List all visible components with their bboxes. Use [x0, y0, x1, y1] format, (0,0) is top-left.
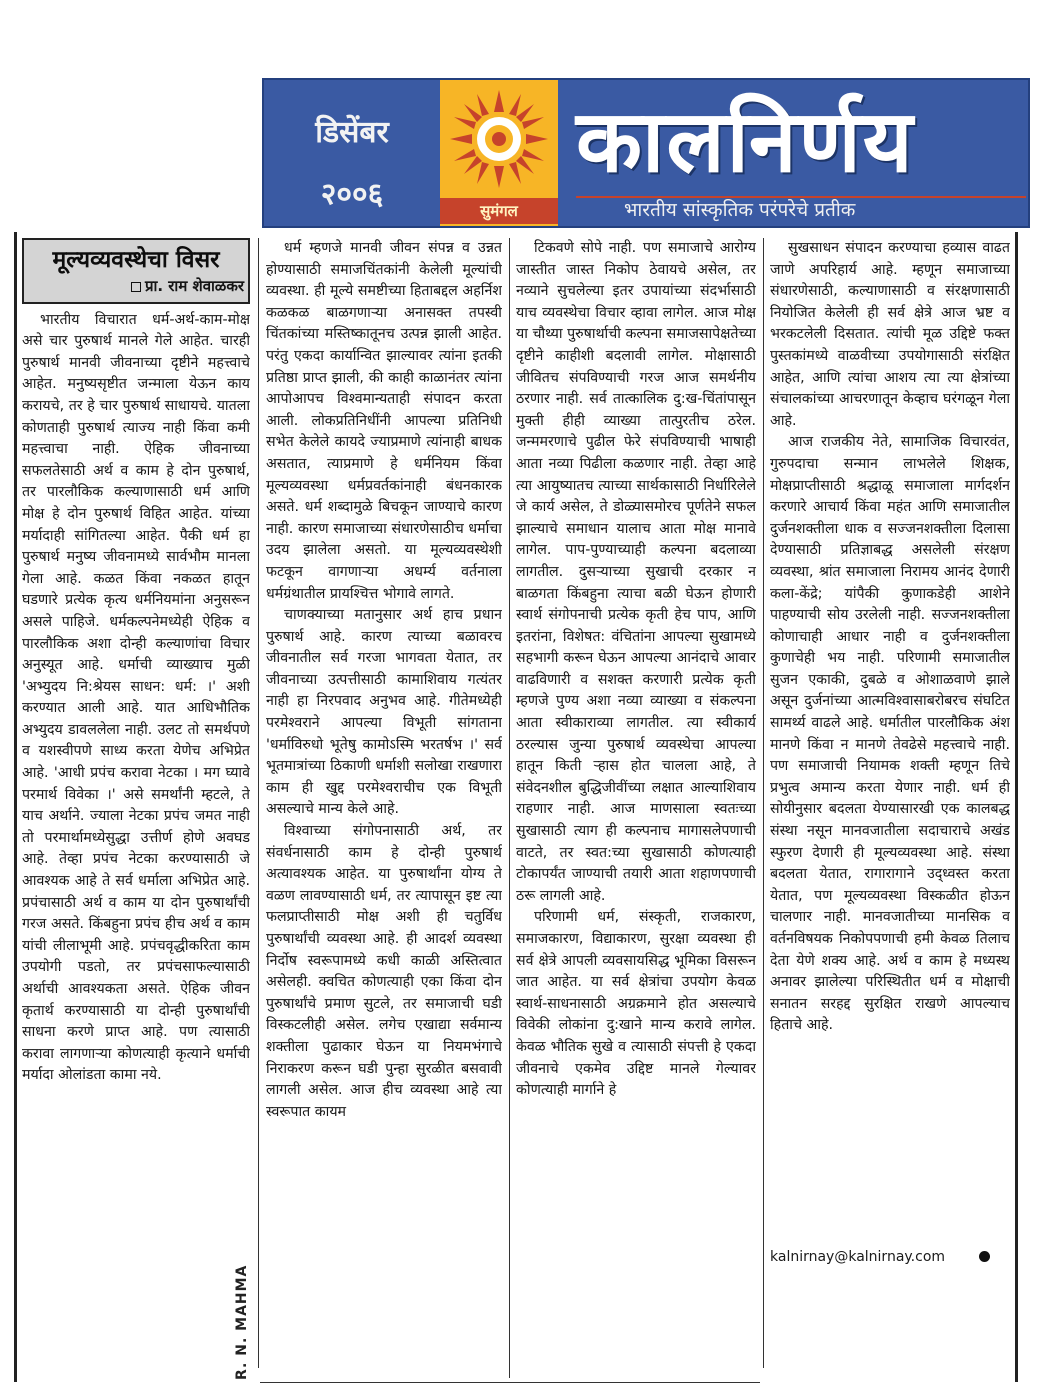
sun-emblem-icon [444, 84, 554, 194]
bottom-rule [260, 1382, 760, 1383]
contact-email-row [770, 1246, 1010, 1268]
article-column-3 [516, 238, 756, 1378]
paragraph: विश्वाच्या संगोपनासाठी अर्थ, तर संवर्धनासाठी काम हे दोन्ही पुरुषार्थ अत्यावश्यक आहेत. या पुरुषार्थांना योग्य ते वळण लावण्यासाठी धर्म, तर त्यापासून इष्ट त्या फलप्राप्तीसाठी मोक्ष अशी ही चतुर्विध पुरुषार्थांची व्यवस्था आहे. ही आदर्श व्यवस्था निर्दोष स्वरूपामध्ये कधी काळी अस्तित्वात असेलही. क्वचित कोणत्याही एका किंवा दोन पुरुषार्थांचे प्रमाण सुटले, तर समाजाची घडी विस्कटलीही असेल. लगेच एखाद्या सर्वमान्य शक्तीला पुढाकार घेऊन या नियमभंगाचे निराकरण करून घडी पुन्हा सुरळीत बसवावी लागली असेल. आज हीच व्यवस्था आहे त्या स्वरूपात कायम [266, 823, 502, 1120]
article-headline: मूल्यव्यवस्थेचा विसर [52, 247, 220, 273]
square-bullet-icon [131, 282, 141, 292]
masthead-date [264, 80, 440, 226]
column-rule [258, 238, 259, 1368]
paragraph: आज राजकीय नेते, सामाजिक विचारवंत, गुरुपदाचा सन्मान लाभलेले शिक्षक, मोक्षप्राप्तीसाठी श्रद्धाळू समाजाला मार्गदर्शन करणारे आचार्य किंवा महंत आणि समाजातील दुर्जनशक्तीला धाक व सज्जनशक्तीला दिलासा देण्यासाठी प्रतिज्ञाबद्ध असलेली संरक्षण व्यवस्था, श्रांत समाजाला निरामय आनंद देणारी कला-केंद्रे; यांपैकी कुणाकडेही आशेने पाहण्याची सोय उरलेली नाही. सज्जनशक्तीला कोणाचाही आधार नाही व दुर्जनशक्तीला कुणाचेही भय नाही. परिणामी समाजातील सुजन एकाकी, दुबळे व ओशाळवाणे झाले असून दुर्जनांच्या आत्मविश्वासाबरोबरच संघटित सामर्थ्य वाढले आहे. धर्मातील पारलौकिक अंश मानणे किंवा न मानणे तेवढेसे महत्त्वाचे नाही. पण समाजाची नियामक शक्ती म्हणून तिचे प्रभुत्व अमान्य करता येणार नाही. धर्म ही सोयीनुसार बदलता येण्यासारखी एक कालबद्ध संस्था नसून मानवजातीला सदाचाराचे अखंड स्फुरण देणारी ही मूल्यव्यवस्था आहे. संस्था बदलता येतात, रागारागाने उद्ध्वस्त करता येतात, पण मूल्यव्यवस्था विस्कळीत होऊन चालणार नाही. मानवजातीच्या मानसिक व वर्तनविषयक निकोपपणाची हमी केवळ तिलाच देता येणे शक्य आहे. अर्थ व काम हे मध्यस्थ अनावर झालेल्या परिस्थितीत धर्म व मोक्षाची सनातन सरहद्द सुरक्षित राखणे आपल्याच हिताचे आहे. [770, 434, 1010, 1034]
article-byline [28, 274, 244, 298]
headline-box [22, 238, 250, 304]
masthead-month: डिसेंबर [315, 115, 389, 150]
paragraph: धर्म म्हणजे मानवी जीवन संपन्न व उन्नत होण्यासाठी समाजचिंतकांनी केलेली मूल्यांची व्यवस्था. ही मूल्ये समष्टीच्या हिताबद्दल अहर्निश कळकळ बाळगणाऱ्या अनासक्त तपस्वी चिंतकांच्या मस्तिष्कातूनच उत्पन्न झाली आहेत. परंतु एकदा कार्यान्वित झाल्यावर त्यांना इतकी प्रतिष्ठा प्राप्त झाली, की काही काळानंतर त्यांना आपोआपच विश्वमान्यताही संपादन करता आली. लोकप्रतिनिधींनी आपल्या प्रतिनिधी सभेत केलेले कायदे ज्याप्रमाणे त्यांनाही बाधक असतात, त्याप्रमाणे हे धर्मनियम किंवा मूल्यव्यवस्था धर्मप्रवर्तकांनाही बंधनकारक असते. धर्म शब्दामुळे बिचकून जाण्याचे कारण नाही. कारण समाजाच्या संधारणेसाठीच धर्माचा उदय झालेला असतो. या मूल्यव्यवस्थेशी फटकून वागणाऱ्या अधर्म्य वर्तनाला धर्मग्रंथातील प्रायश्चित्त भोगावे लागते. [266, 240, 502, 602]
emblem-label: सुमंगल [440, 198, 558, 224]
masthead-title: कालनिर्णय [576, 91, 915, 192]
article-column-4 [770, 238, 1010, 1268]
article-column-1 [22, 238, 250, 1288]
contact-email[interactable]: kalnirnay@kalnirnay.com [770, 1249, 946, 1265]
illustrator-credit: R. N. MAHMA [234, 1264, 250, 1380]
paragraph: भारतीय विचारात धर्म-अर्थ-काम-मोक्ष असे चार पुरुषार्थ मानले गेले आहेत. चारही पुरुषार्थ मानवी जीवनाच्या दृष्टीने महत्त्वाचे आहेत. मनुष्यसृष्टीत जन्माला येऊन काय करायचे, तर हे चार पुरुषार्थ साधायचे. यातला कोणताही पुरुषार्थ त्याज्य नाही किंवा कमी महत्त्वाचा नाही. ऐहिक जीवनाच्या सफलतेसाठी अर्थ व काम हे दोन पुरुषार्थ, तर पारलौकिक कल्याणासाठी धर्म आणि मोक्ष हे दोन पुरुषार्थ विहित आहेत. यांच्या मर्यादाही सांगितल्या आहेत. पैकी धर्म हा पुरुषार्थ मनुष्य जीवनामध्ये सार्वभौम मानला गेला आहे. कळत किंवा नकळत हातून घडणारे प्रत्येक कृत्य धर्मनियमांना अनुसरून असले पाहिजे. धर्मकल्पनेमध्येही ऐहिक व पारलौकिक अशा दोन्ही कल्याणांचा विचार अनुस्यूत आहे. धर्माची व्याख्याच मुळी 'अभ्युदय नि:श्रेयस साधन: धर्म: ।' अशी करण्यात आली आहे. यात आधिभौतिक अभ्युदय डावललेला नाही. उलट तो समर्थपणे व यशस्वीपणे साध्य करता येणेच अभिप्रेत आहे. 'आधी प्रपंच करावा नेटका । मग घ्यावे परमार्थ विवेका ।' असे समर्थांनी म्हटले, ते याच अर्थाने. ज्याला नेटका प्रपंच जमत नाही तो परमार्थामध्येसुद्धा उत्तीर्ण होणे अवघड आहे. तेव्हा प्रपंच नेटका करण्यासाठी जे आवश्यक आहे ते सर्व धर्माला अभिप्रेत आहे. प्रपंचासाठी अर्थ व काम या दोन पुरुषार्थांची गरज असते. किंबहुना प्रपंच हीच अर्थ व काम यांची लीलाभूमी आहे. प्रपंचवृद्धीकरिता काम उपयोगी पडतो, तर प्रपंचसाफल्यासाठी अर्थाची आवश्यकता असते. ऐहिक जीवन कृतार्थ करण्यासाठी या दोन्ही पुरुषार्थांची साधना करणे प्राप्त आहे. पण त्यासाठी करावा लागणाऱ्या कोणत्याही कृत्याने धर्माची मर्यादा ओलांडता कामा नये. [22, 311, 250, 1084]
end-mark-icon [979, 1251, 990, 1262]
credit-wrap [234, 1264, 250, 1381]
column-rule [509, 238, 510, 1378]
masthead-year: २००६ [320, 177, 384, 212]
paragraph: टिकवणे सोपे नाही. पण समाजाचे आरोग्य जास्तीत जास्त निकोप ठेवायचे असेल, तर नव्याने सुचलेल्या इतर उपायांच्या संदर्भासाठी याच व्यवस्थेचा विचार व्हावा लागेल. आज मोक्ष या चौथ्या पुरुषार्थाची कल्पना समाजसापेक्षतेच्या दृष्टीने काहीशी बदलावी लागेल. मोक्षासाठी जीवितच संपविण्याची गरज आज समर्थनीय ठरणार नाही. सर्व तात्कालिक दु:ख-चिंतांपासून मुक्ती हीही व्याख्या तात्पुरतीच ठरेल. जन्ममरणाचे पुढील फेरे संपविण्याची भाषाही आता नव्या पिढीला कळणार नाही. तेव्हा आहे त्या आयुष्यातच त्याच्या सार्थकासाठी निर्धारिलेले जे कार्य असेल, ते डोळ्यासमोरच पूर्णतेने सफल झाल्याचे समाधान यालाच आता मोक्ष मानावे लागेल. पाप-पुण्याच्याही कल्पना बदलाव्या लागतील. दुसऱ्याच्या सुखाची दरकार न बाळगता किंबहुना त्याचा बळी घेऊन होणारी स्वार्थ संगोपनाची प्रत्येक कृती हेच पाप, आणि इतरांना, विशेषत: वंचितांना आपल्या सुखामध्ये सहभागी करून घेऊन आपल्या आनंदाचे आवार वाढविणारी व सशक्त करणारी प्रत्येक कृती म्हणजे पुण्य अशा नव्या व्याख्या व संकल्पना आता स्वीकाराव्या लागतील. त्या स्वीकार्य ठरल्यास जुन्या पुरुषार्थ व्यवस्थेचा आपल्या हातून किती ऱ्हास होत चालला आहे, ते संवेदनशील बुद्धिजीवींच्या लक्षात आल्याशिवाय राहणार नाही. आज माणसाला स्वतःच्या सुखासाठी त्याग ही कल्पनाच मागासलेपणाची वाटते, तर स्वत:च्या सुखासाठी कोणत्याही टोकापर्यंत जाण्याची तयारी आता शहाणपणाची ठरू लागली आहे. [516, 240, 756, 904]
paragraph: सुखसाधन संपादन करण्याचा हव्यास वाढत जाणे अपरिहार्य आहे. म्हणून समाजाच्या संधारणेसाठी, कल्याणासाठी व संरक्षणासाठी नियोजित केलेली ही सर्व क्षेत्रे आज भ्रष्ट व भरकटलेली दिसतात. त्यांची मूळ उद्दिष्टे फक्त पुस्तकांमध्ये वाळवीच्या उपयोगासाठी संरक्षित आहेत, आणि त्यांचा आशय त्या त्या क्षेत्रांच्या संचालकांच्या आचरणातून केव्हाच घरंगळून गेला आहे. [770, 240, 1010, 429]
paragraph: परिणामी धर्म, संस्कृती, राजकारण, समाजकारण, विद्याकारण, सुरक्षा व्यवस्था ही सर्व क्षेत्रे आपली व्यवसायसिद्ध भूमिका विसरून जात आहेत. या सर्व क्षेत्रांचा उपयोग केवळ स्वार्थ-साधनासाठी अग्रक्रमाने होत असल्याचे विवेकी लोकांना दु:खाने मान्य करावे लागेल. केवळ भौतिक सुखे व त्यासाठी संपत्ती हे एकदा जीवनाचे एकमेव उद्दिष्ट मानले गेल्यावर कोणत्याही मार्गाने हे [516, 909, 756, 1099]
paragraph: चाणक्याच्या मतानुसार अर्थ हाच प्रधान पुरुषार्थ आहे. कारण त्याच्या बळावरच जीवनातील सर्व गरजा भागवता येतात, तर जीवनाच्या उत्पत्तीसाठी कामाशिवाय गत्यंतर नाही हा निरपवाद अनुभव आहे. गीतेमध्येही परमेश्वराने आपल्या विभूती सांगताना 'धर्माविरुधो भूतेषु कामोऽस्मि भरतर्षभ ।' सर्व भूतमात्रांच्या ठिकाणी धर्माशी सलोखा राखणारा काम ही खुद्द परमेश्वराचीच एक विभूती असल्याचे मान्य केले आहे. [266, 607, 502, 818]
emblem [440, 80, 558, 226]
masthead-tagline: भारतीय सांस्कृतिक परंपरेचे प्रतीक [624, 199, 856, 221]
masthead-banner [262, 78, 1030, 228]
column-rule [763, 238, 764, 1368]
author-name: प्रा. राम शेवाळकर [144, 277, 244, 295]
article-column-2 [266, 238, 502, 1368]
